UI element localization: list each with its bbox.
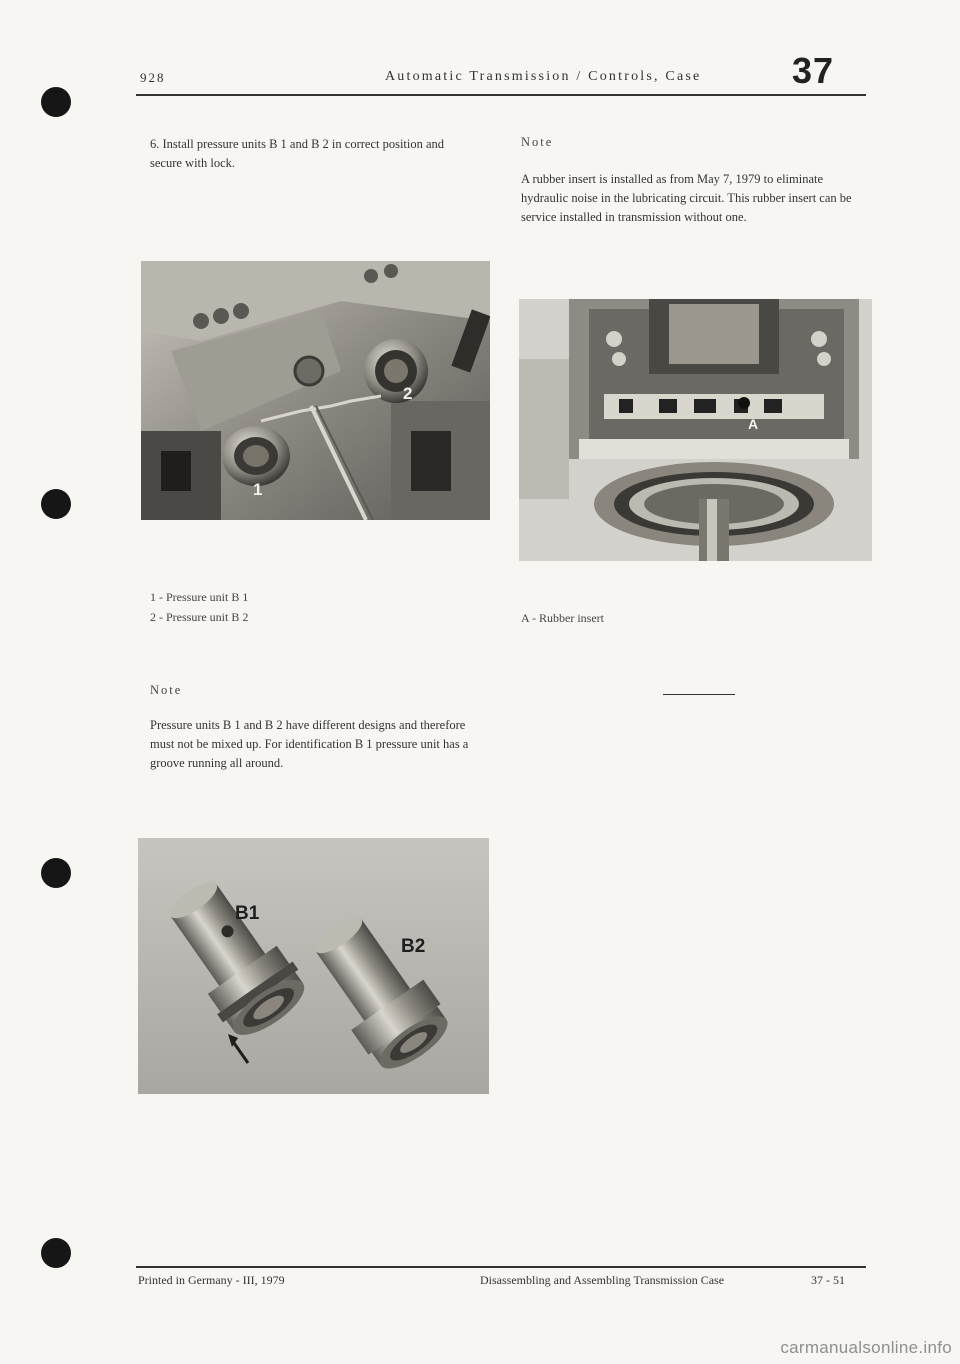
footer-rule [136, 1266, 866, 1268]
watermark-text: carmanualsonline.info [780, 1338, 952, 1357]
header-model: 928 [140, 70, 166, 85]
figure3-legend: A - Rubber insert [521, 611, 604, 625]
footer-section: Disassembling and Assembling Transmission Case [480, 1273, 725, 1287]
callout-1: 1 [253, 480, 263, 499]
note-heading-right: Note [521, 135, 554, 149]
callout-b1: B1 [235, 903, 260, 924]
photo-pressure-units-b1-b2 [138, 838, 489, 1094]
figure1-legend [150, 587, 248, 627]
binder-hole [41, 1238, 71, 1268]
footer-printed: Printed in Germany - III, 1979 [138, 1273, 285, 1287]
header-chapter-number: 37 [792, 50, 835, 91]
callout-2: 2 [403, 384, 413, 403]
end-rule [663, 694, 735, 695]
note-heading-left: Note [150, 683, 183, 697]
photo-pressure-units-installed [141, 261, 490, 520]
header-title: Automatic Transmission / Controls, Case [385, 69, 702, 84]
callout-a: A [748, 416, 759, 432]
note-text-left: Pressure units B 1 and B 2 have different designs and therefore must not be mixed up. For identification B 1 pressure unit has a groove running all around. [150, 718, 469, 770]
legend-item-2: 2 - Pressure unit B 2 [150, 610, 249, 624]
binder-hole [41, 87, 71, 117]
binder-hole [41, 858, 71, 888]
photo-rubber-insert [519, 299, 872, 561]
note-text-right: A rubber insert is installed as from May 7, 1979 to eliminate hydraulic noise in the lubricating circuit. This rubber insert can be service installed in transmission without one. [521, 172, 852, 224]
callout-b2: B2 [401, 936, 426, 957]
footer-page-number: 37 - 51 [811, 1273, 845, 1287]
step-6-text: 6. Install pressure units B 1 and B 2 in correct position and secure with lock. [150, 137, 445, 170]
legend-item-1: 1 - Pressure unit B 1 [150, 590, 249, 604]
header-rule [136, 94, 866, 96]
binder-hole [41, 489, 71, 519]
